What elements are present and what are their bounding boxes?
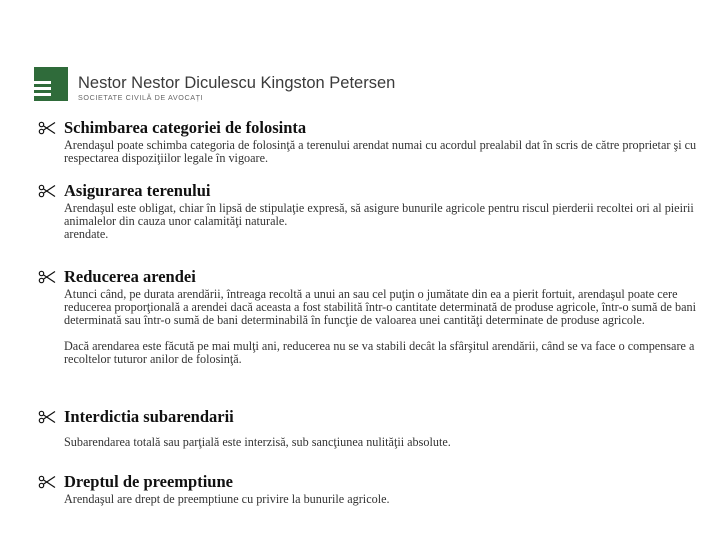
section-paragraph: arendate. [64,227,109,241]
scissors-icon [38,475,56,489]
firm-name: Nestor Nestor Diculescu Kingston Petersen [78,74,396,92]
section-paragraph: Arendaşul poate schimba categoria de folosinţă a terenului arendat numai cu acordul prealabil dat în scris de către proprietar şi cu respectarea dispoziţiilor legale în vigoare. [64,138,697,165]
section-paragraph: Arendaşul este obligat, chiar în lipsă de stipulaţie expresă, să asigure bunurile agricole pentru riscul pierderii recoltei ori al pieirii animalelor din cauza unor calamităţi naturale. [64,201,694,228]
section-title: Dreptul de preemptiune [64,472,233,491]
section-schimbarea-categoriei [38,118,702,165]
section-paragraph: Dacă arendarea este făcută pe mai mulţi ani, reducerea nu se va stabili decât la sfârşitul arendării, când se va face o compensare a recoltelor tuturor anilor de folosinţă. [64,339,695,366]
section-title: Reducerea arendei [64,267,196,286]
scissors-icon [38,121,56,135]
scissors-icon [38,410,56,424]
section-paragraph: Atunci când, pe durata arendării, întreaga recoltă a unui an sau cel puţin o jumătate din ea a pierit fortuit, arendaşul poate cere reducerea proporţională a arendei dacă aceasta a fost stabilită într-o cantitate determinată de produse agricole, într-o sumă de bani determinată sau într-o sumă de bani determinabilă în funcţie de valoarea unei cantităţi determinate de produse agricole. [64,287,696,327]
firm-logo-mark [34,67,68,101]
section-reducerea-arendei [38,267,702,366]
firm-subtitle: SOCIETATE CIVILĂ DE AVOCAȚI [78,93,204,102]
section-dreptul-de-preemptiune [38,472,702,506]
scissors-icon [38,184,56,198]
section-asigurarea-terenului [38,181,702,241]
section-paragraph: Arendaşul are drept de preemptiune cu privire la bunurile agricole. [64,492,390,506]
section-title: Asigurarea terenului [64,181,211,200]
section-title: Interdictia subarendarii [64,407,234,426]
scissors-icon [38,270,56,284]
section-interdictia-subarendarii [38,407,702,449]
section-title: Schimbarea categoriei de folosinta [64,118,307,137]
section-paragraph: Subarendarea totală sau parţială este interzisă, sub sancţiunea nulităţii absolute. [64,435,451,449]
